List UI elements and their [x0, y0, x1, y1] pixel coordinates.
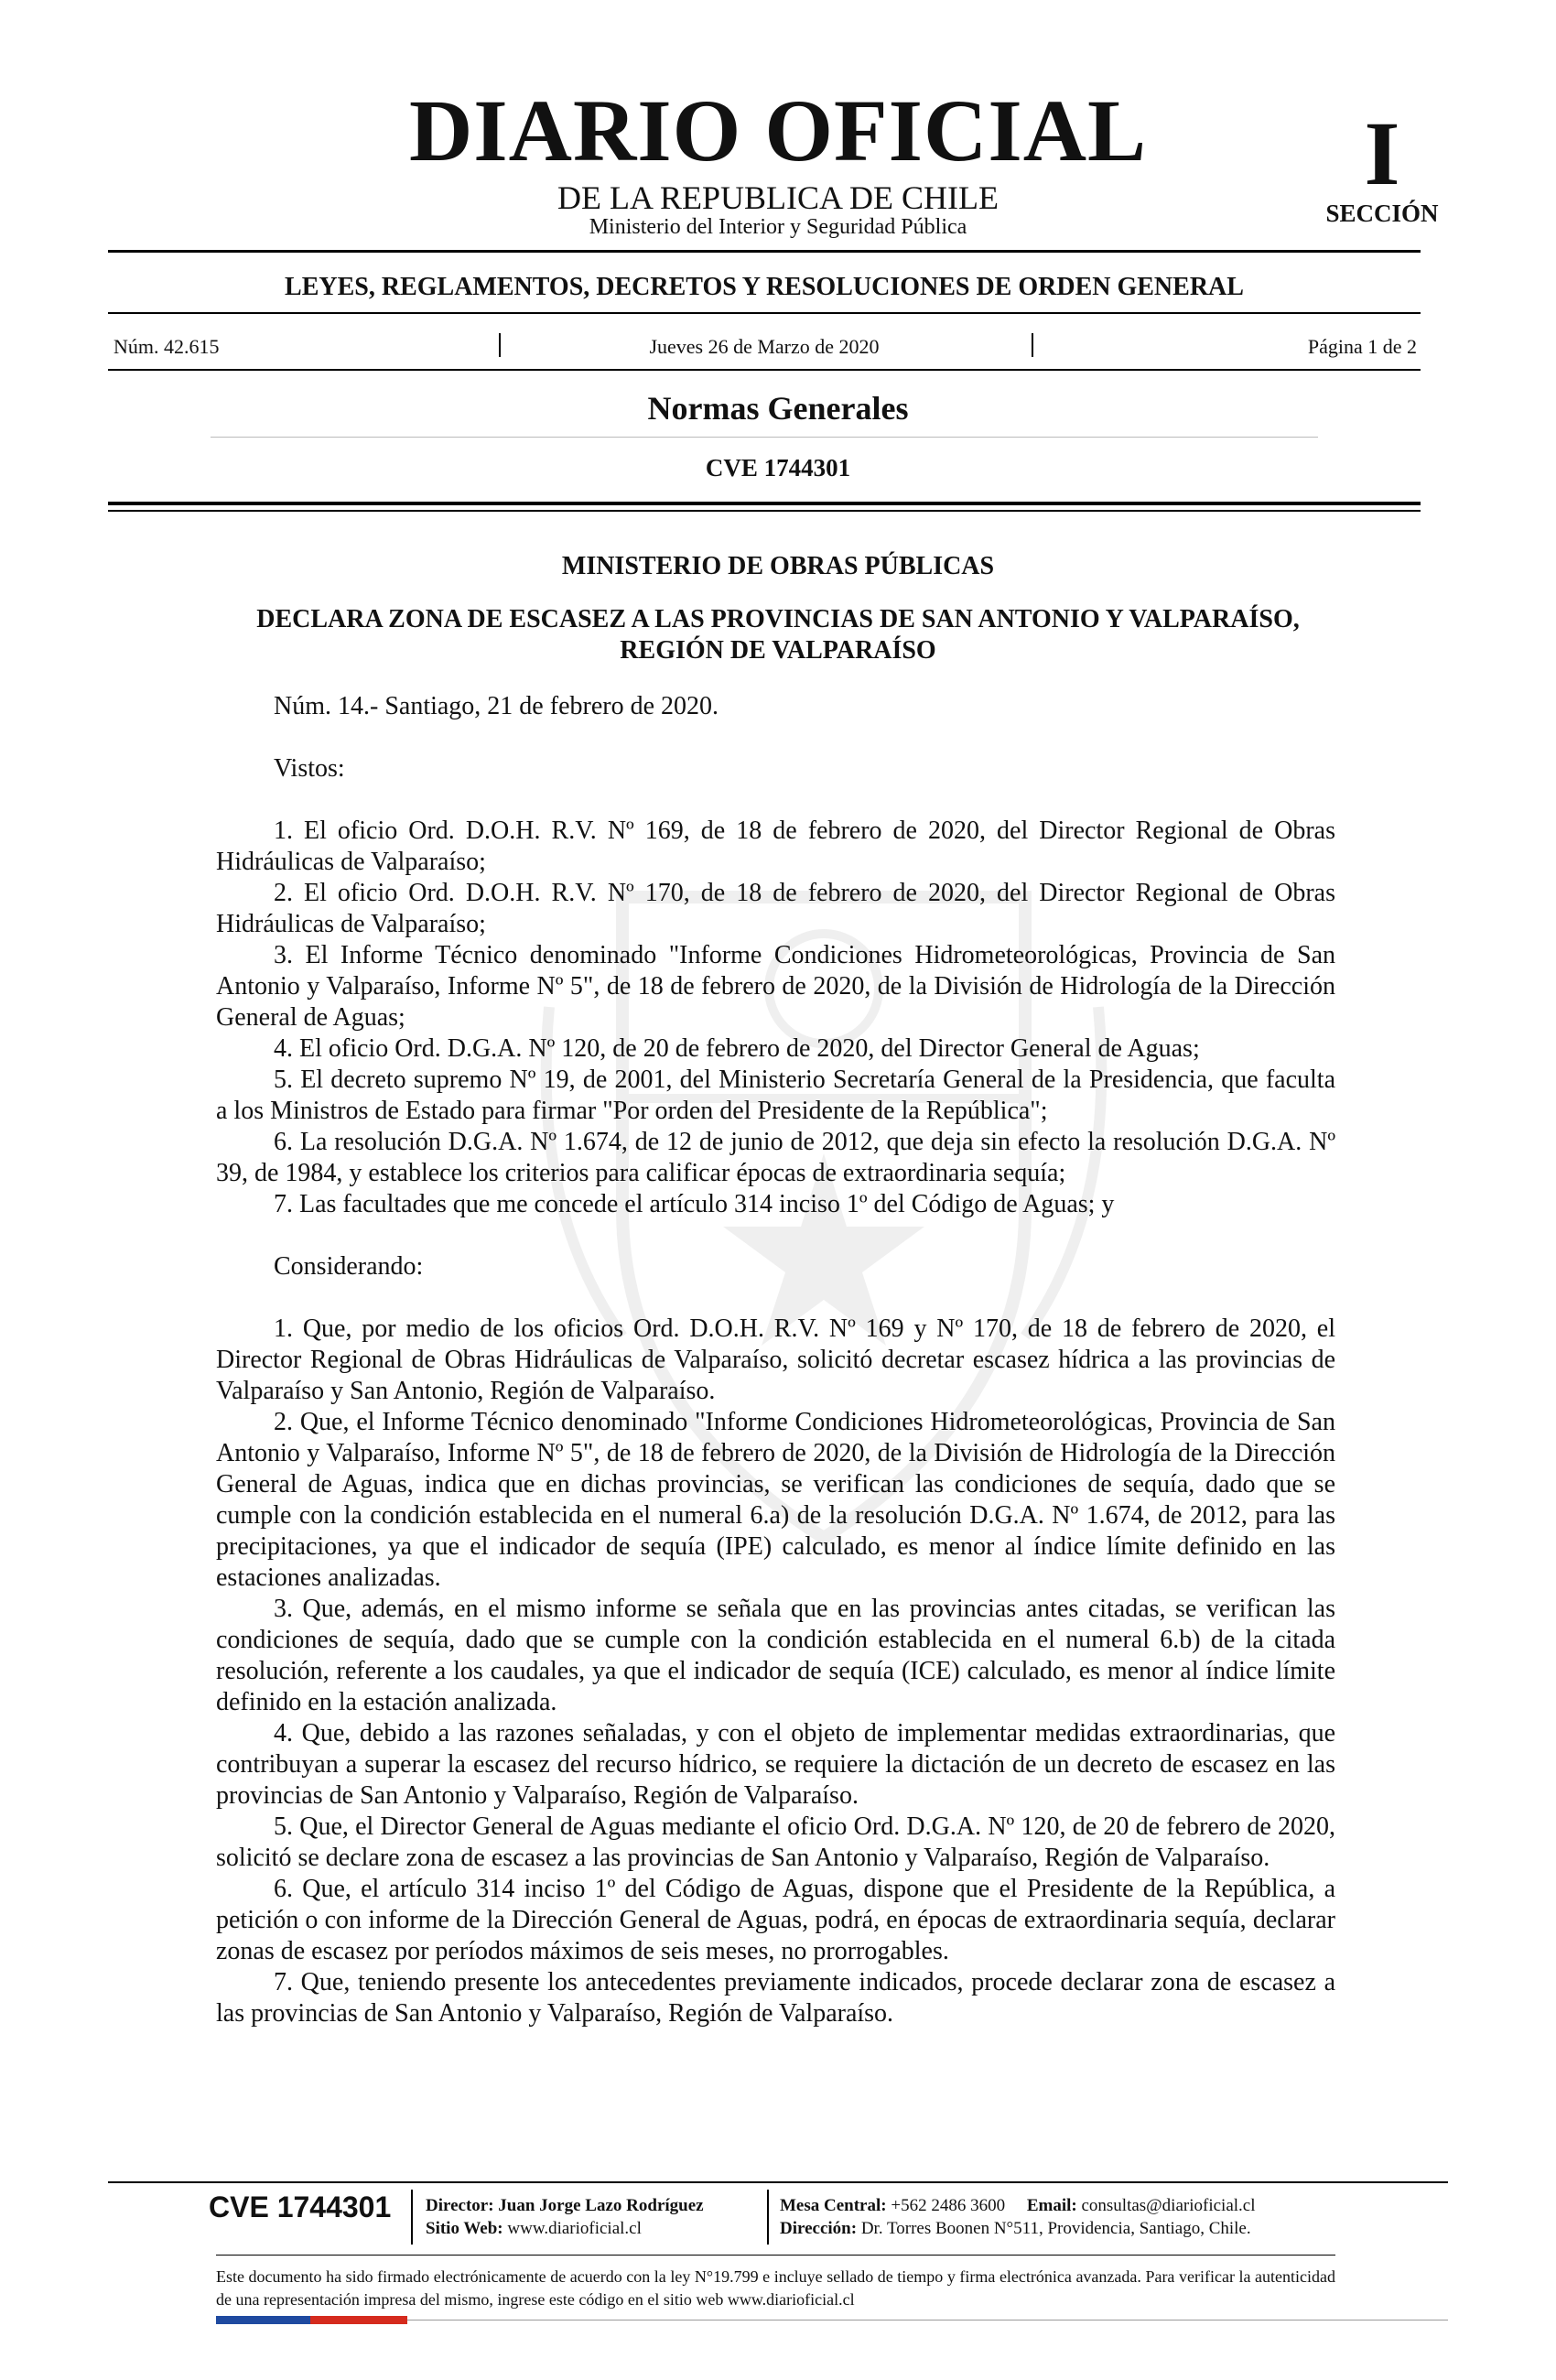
address-label: Dirección:: [780, 2219, 858, 2238]
considerando-label: Considerando:: [274, 1252, 424, 1281]
issue-divider: [499, 333, 501, 357]
considerando-item: 4. Que, debido a las razones señaladas, y con el objeto de implementar medidas extraordinarias, que contribuyan a superar la escasez del recurso hídrico, se requiere la dictación de un decreto de escasez en las provincias de San Antonio y Valparaíso, Región de Valparaíso.: [216, 1719, 1335, 1810]
vistos-item: 5. El decreto supremo Nº 19, de 2001, del Ministerio Secretaría General de la Presidencia, que faculta a los Ministros de Estado para firmar "Por orden del Presidente de la República";: [216, 1066, 1335, 1125]
considerando-item: 3. Que, además, en el mismo informe se señala que en las provincias antes citadas, se verifican las condiciones de sequía, dado que se cumple con la condición establecida en el numeral 6.b) de la citada resolución, referente a los caudales, ya que el indicador de sequía (ICE) calculado, es menor al índice límite definido en la estación analizada.: [216, 1595, 1335, 1716]
considerando-item: 5. Que, el Director General de Aguas mediante el oficio Ord. D.G.A. Nº 120, de 20 de febrero de 2020, solicitó se declare zona de escasez a las provincias de San Antonio y Valparaíso, Región de Valparaíso.: [216, 1812, 1335, 1872]
issue-rule: [108, 369, 1421, 371]
phone-label: Mesa Central:: [780, 2196, 887, 2215]
address-value: Dr. Torres Boonen N°511, Providencia, Santiago, Chile.: [860, 2219, 1251, 2238]
vistos-item: 6. La resolución D.G.A. Nº 1.674, de 12 de junio de 2012, que deja sin efecto la resolución D.G.A. Nº 39, de 1984, y establece los criterios para calificar épocas de extraordinaria sequía;: [216, 1128, 1335, 1187]
section-label: SECCIÓN: [1325, 200, 1439, 227]
vistos-item: 1. El oficio Ord. D.O.H. R.V. Nº 169, de 18 de febrero de 2020, del Director Regional de Obras Hidráulicas de Valparaíso;: [216, 817, 1335, 876]
heading-rule: [211, 437, 1318, 438]
issue-divider: [1032, 333, 1033, 357]
decree-opening: Núm. 14.- Santiago, 21 de febrero de 2020.: [274, 692, 719, 720]
vistos-item: 2. El oficio Ord. D.O.H. R.V. Nº 170, de 18 de febrero de 2020, del Director Regional de Obras Hidráulicas de Valparaíso;: [216, 879, 1335, 938]
considerando-item: 2. Que, el Informe Técnico denominado "Informe Condiciones Hidrometeorológicas, Provincia de San Antonio y Valparaíso, Informe Nº 5", de 18 de febrero de 2020, de la División de Hidrología de la Dirección General de Aguas, indica que en dichas provincias, se verifican las condiciones de sequía, dado que se cumple con la condición establecida en el numeral 6.a) de la resolución D.G.A. Nº 1.674, de 2012, para las precipitaciones, ya que el indicador de sequía (IPE) calculado, es menor al índice límite definido en las estaciones analizadas.: [216, 1408, 1335, 1592]
decree-body: [216, 691, 1335, 2029]
masthead-title: DIARIO OFICIAL: [408, 81, 1148, 179]
vistos-item: 4. El oficio Ord. D.G.A. Nº 120, de 20 de febrero de 2020, del Director General de Aguas;: [274, 1034, 1200, 1063]
footer-director-block: [426, 2194, 704, 2240]
section-heading: Normas Generales: [647, 390, 909, 427]
footer-notice: Este documento ha sido firmado electrónicamente de acuerdo con la ley N°19.799 e incluye sellado de tiempo y firma electrónica avanzada. Para verificar la autenticidad de una representación impresa del mismo, ingrese este código en el sitio web www.diarioficial.cl: [216, 2267, 1335, 2309]
web-label: Sitio Web:: [426, 2219, 503, 2238]
footer-cve: CVE 1744301: [209, 2191, 392, 2223]
section-number: I: [1364, 103, 1400, 204]
considerando-item: 6. Que, el artículo 314 inciso 1º del Código de Aguas, dispone que el Presidente de la República, a petición o con informe de la Dirección General de Aguas, podrá, en épocas de extraordinaria sequía, declarar zonas de escasez por períodos máximos de seis meses, no prorrogables.: [216, 1875, 1335, 1965]
vistos-label: Vistos:: [274, 754, 345, 783]
footer-rule-top: [108, 2181, 1448, 2183]
footer-divider: [767, 2190, 769, 2245]
flag-stripe-blue: [216, 2316, 310, 2324]
email-label: Email:: [1026, 2196, 1077, 2215]
issue-date: Jueves 26 de Marzo de 2020: [649, 335, 880, 358]
footer-rule-mid: [216, 2255, 1335, 2256]
phone-value: +562 2486 3600: [891, 2196, 1006, 2215]
cve-code: CVE 1744301: [705, 454, 851, 481]
cve-rule-thick: [108, 502, 1421, 505]
decree-title: DECLARA ZONA DE ESCASEZ A LAS PROVINCIAS DE SAN ANTONIO Y VALPARAÍSO, REGIÓN DE VALPARAÍSO: [256, 605, 1300, 665]
director-label: Director:: [426, 2196, 494, 2215]
footer-contact-block: [780, 2194, 1256, 2240]
issue-number: Núm. 42.615: [113, 335, 220, 358]
flag-stripe-red: [310, 2316, 407, 2324]
banner-rule: [108, 312, 1421, 314]
email-link[interactable]: consultas@diarioficial.cl: [1081, 2196, 1256, 2215]
footer-divider: [411, 2190, 413, 2245]
masthead-ministry: Ministerio del Interior y Seguridad Pública: [589, 215, 967, 239]
issue-page: Página 1 de 2: [1307, 335, 1417, 358]
director-name: Juan Jorge Lazo Rodríguez: [498, 2196, 704, 2215]
considerando-item: 1. Que, por medio de los oficios Ord. D.O.H. R.V. Nº 169 y Nº 170, de 18 de febrero de 2020, el Director Regional de Obras Hidráulicas de Valparaíso, solicitó decretar escasez hídrica a las provincias de Valparaíso y San Antonio, Región de Valparaíso.: [216, 1314, 1335, 1405]
considerando-item: 7. Que, teniendo presente los antecedentes previamente indicados, procede declarar zona de escasez a las provincias de San Antonio y Valparaíso, Región de Valparaíso.: [216, 1968, 1335, 2028]
web-link[interactable]: www.diarioficial.cl: [507, 2219, 642, 2238]
vistos-item: 3. El Informe Técnico denominado "Informe Condiciones Hidrometeorológicas, Provincia de San Antonio y Valparaíso, Informe Nº 5", de 18 de febrero de 2020, de la División de Hidrología de la Dirección General de Aguas;: [216, 941, 1335, 1032]
masthead-rule: [108, 250, 1421, 253]
cve-rule-thin: [108, 510, 1421, 512]
banner: LEYES, REGLAMENTOS, DECRETOS Y RESOLUCIONES DE ORDEN GENERAL: [285, 273, 1244, 301]
vistos-item: 7. Las facultades que me concede el artículo 314 inciso 1º del Código de Aguas; y: [274, 1190, 1115, 1218]
masthead-subtitle: DE LA REPUBLICA DE CHILE: [557, 179, 999, 216]
ministry-heading: MINISTERIO DE OBRAS PÚBLICAS: [561, 552, 995, 580]
